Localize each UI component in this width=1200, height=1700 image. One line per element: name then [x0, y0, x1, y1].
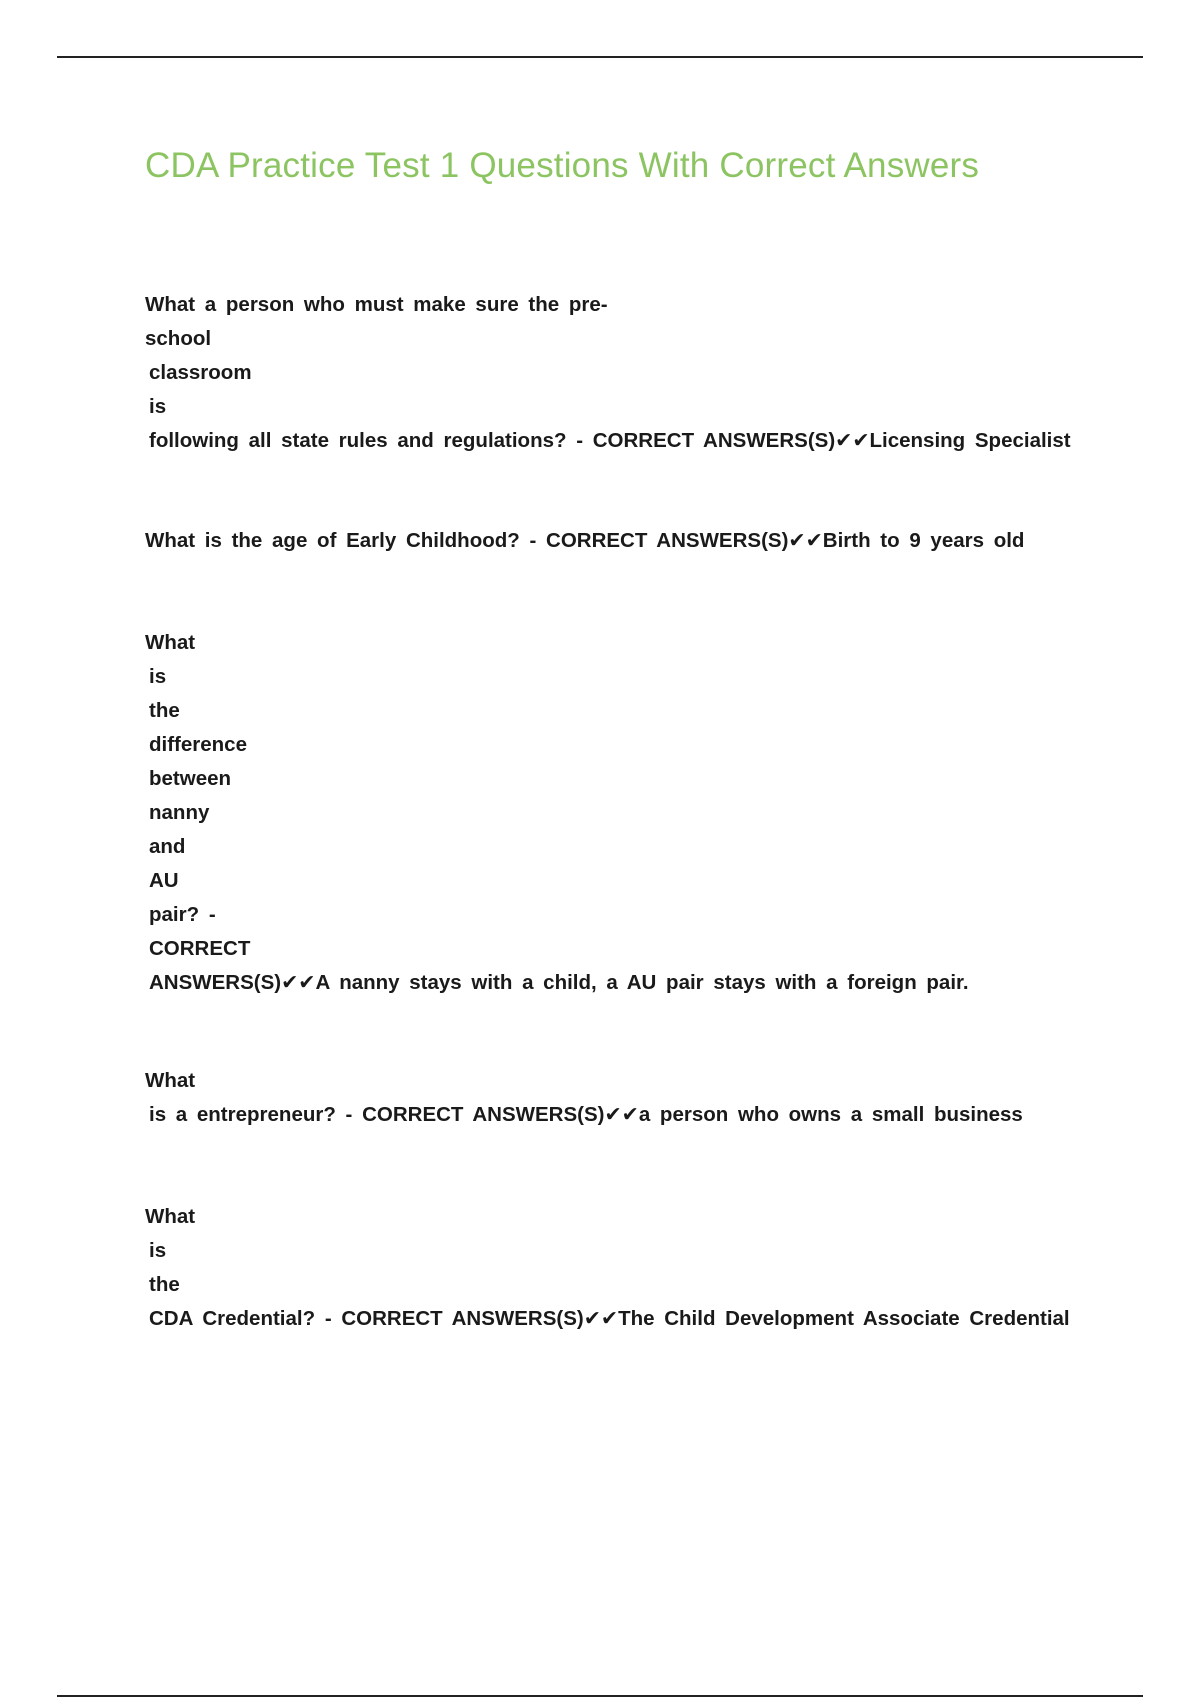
qa-line: and — [149, 835, 186, 858]
bottom-rule — [57, 1695, 1143, 1697]
qa-line: classroom — [149, 361, 252, 384]
qa-line: the — [149, 1273, 180, 1296]
qa-line: school — [145, 327, 212, 350]
qa-line: between — [149, 767, 232, 790]
qa-line: difference — [149, 733, 247, 756]
qa-line: pair? - — [149, 903, 216, 926]
qa-line: is — [149, 1239, 167, 1262]
qa-line: CORRECT — [149, 937, 251, 960]
qa-line: following all state rules and regulations? - CORRECT ANSWERS(S)✔✔Licensing Specialist — [149, 429, 1071, 452]
qa-line: What a person who must make sure the pre- — [145, 293, 608, 316]
qa-line: is — [149, 395, 167, 418]
qa-line: CDA Credential? - CORRECT ANSWERS(S)✔✔The Child Development Associate Credential — [149, 1307, 1070, 1330]
qa-line: is — [149, 665, 167, 688]
qa-item — [145, 1064, 1023, 1132]
qa-line: nanny — [149, 801, 210, 824]
qa-line: is a entrepreneur? - CORRECT ANSWERS(S)✔✔a person who owns a small business — [149, 1103, 1023, 1126]
qa-item — [145, 626, 969, 1000]
qa-item — [145, 288, 1071, 458]
qa-line: What — [145, 1069, 196, 1092]
qa-line: What — [145, 631, 196, 654]
qa-line: the — [149, 699, 180, 722]
qa-item — [145, 1200, 1070, 1336]
qa-line: ANSWERS(S)✔✔A nanny stays with a child, a AU pair stays with a foreign pair. — [149, 971, 969, 994]
qa-line: What — [145, 1205, 196, 1228]
page-title: CDA Practice Test 1 Questions With Correct Answers — [145, 146, 980, 185]
top-rule — [57, 56, 1143, 58]
qa-line: What is the age of Early Childhood? - CORRECT ANSWERS(S)✔✔Birth to 9 years old — [145, 529, 1025, 552]
qa-line: AU — [149, 869, 179, 892]
qa-item — [145, 524, 1024, 558]
